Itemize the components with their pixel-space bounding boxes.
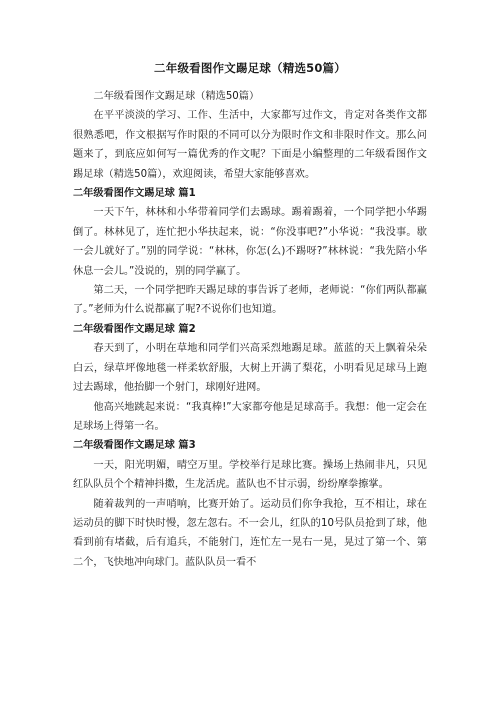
section-heading-3: 二年级看图作文踢足球 篇3 xyxy=(73,440,196,452)
section-2-paragraph-2: 他高兴地跳起来说：“我真棒!”大家都夸他是足球高手。我想：他一定会在足球场上得第一名。 xyxy=(73,401,427,432)
section-1-paragraph-2: 第二天，一个同学把昨天踢足球的事告诉了老师，老师说：“你们两队都赢了。”老师为什么说都赢了呢?不说你们也知道。 xyxy=(73,285,427,316)
section-3-paragraph-2: 随着裁判的一声哨响，比赛开始了。运动员们你争我抢，互不相让，球在运动员的脚下时快时慢，忽左忽右。不一会儿，红队的10号队员抢到了球，他看到前有堵截，后有追兵，不能射门，连忙左一晃右一晃，晃过了第一个、第二个，飞快地冲向球门。蓝队队员一看不 xyxy=(73,498,427,568)
section-3-paragraph-1: 一天，阳光明媚，晴空万里。学校举行足球比赛。操场上热闹非凡，只见红队队员个个精神抖擞，生龙活虎。蓝队也不甘示弱，纷纷摩拳擦掌。 xyxy=(73,459,427,491)
document-title: 二年级看图作文踢足球（精选50篇） xyxy=(154,61,346,75)
document-subtitle: 二年级看图作文踢足球（精选50篇） xyxy=(93,91,260,102)
section-heading-2: 二年级看图作文踢足球 篇2 xyxy=(73,323,196,335)
intro-paragraph: 在平平淡淡的学习、工作、生活中，大家都写过作文，肯定对各类作文都很熟悉吧，作文根据写作时限的不同可以分为限时作文和非限时作文。那么问题来了，到底应如何写一篇优秀的作文呢？下面是小编整理的二年级看图作文踢足球（精选50篇），欢迎阅读，希望大家能够喜欢。 xyxy=(73,110,427,180)
section-1-paragraph-1: 一天下午，林林和小华带着同学们去踢球。踢着踢着，一个同学把小华踢倒了。林林见了，连忙把小华扶起来，说：“你没事吧?”小华说：“我没事。歇一会儿就好了。”别的同学说：“林林，你怎(么)不踢呀?”林林说：“我先陪小华休息一会儿。”没说的，别的同学赢了。 xyxy=(73,207,427,277)
document-body xyxy=(73,60,427,572)
section-heading-1: 二年级看图作文踢足球 篇1 xyxy=(73,188,196,200)
section-2-paragraph-1: 春天到了，小明在草地和同学们兴高采烈地踢足球。蓝蓝的天上飘着朵朵白云，绿草坪像地毯一样柔软舒服，大树上开满了梨花，小明看见足球马上跑过去踢球，他抬脚一个射门，球刚好进网。 xyxy=(73,343,427,394)
